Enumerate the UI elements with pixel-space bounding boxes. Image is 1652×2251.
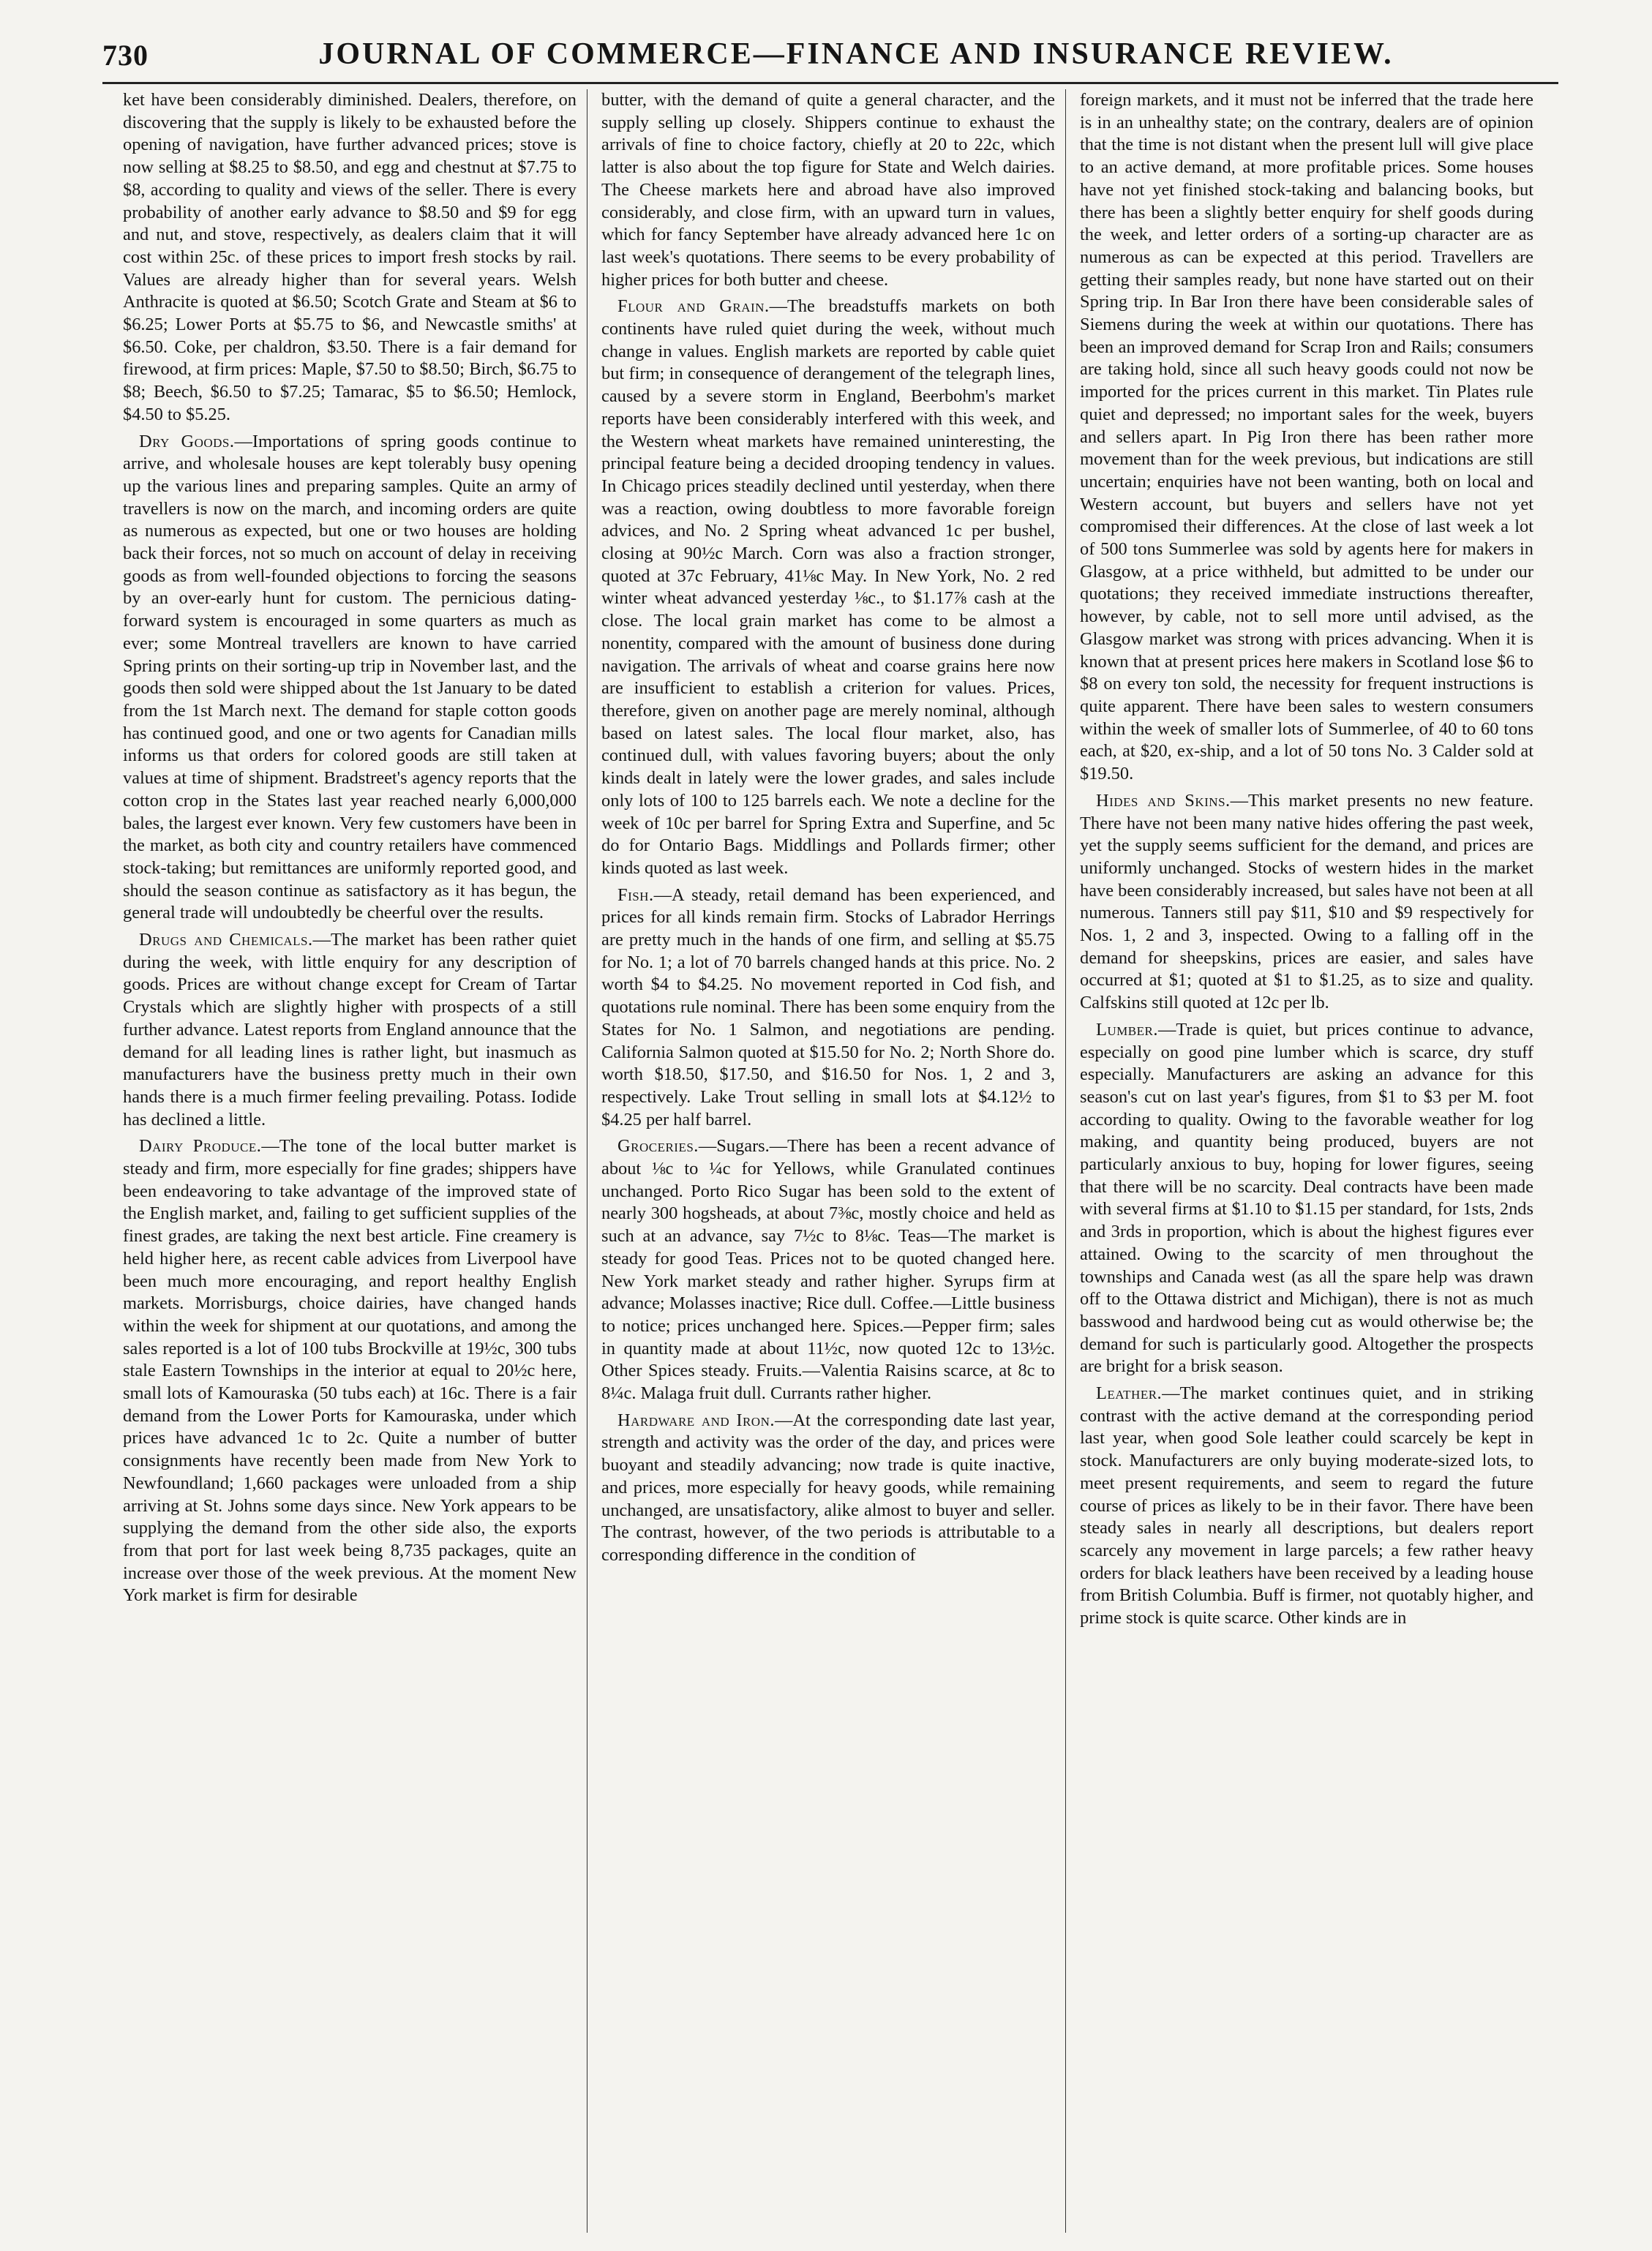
section-heading: Dry Goods. [139,431,235,451]
article-paragraph [123,431,577,925]
journal-title: JOURNAL OF COMMERCE—FINANCE AND INSURANCE REVIEW. [318,37,1394,71]
section-heading: Flour and Grain. [617,296,770,317]
page-number: 730 [102,39,149,72]
section-heading: Hardware and Iron. [617,1410,775,1430]
paragraph-text: butter, with the demand of quite a general character, and the supply selling up closely. Shippers continue to exhaust the arrivals of fine to choice factory, chiefly at 20 to 22c, which latter is also about the top figure for State and Welch dairies. The Cheese markets here and abroad have also improved considerably, and close firm, with an upward turn in values, which for fancy September have already advanced here 1c on last week's quotations. There seems to be every probability of higher prices for both butter and cheese. [601,90,1055,290]
article-paragraph [1080,790,1533,1015]
section-heading: Drugs and Chemicals. [139,930,313,950]
section-heading: Hides and Skins. [1096,790,1231,811]
section-heading: Dairy Produce. [139,1136,262,1157]
article-paragraph [123,929,577,1131]
paragraph-text: —At the corresponding date last year, strength and activity was the order of the day, and prices were buoyant and steadily advancing; now trade is quite inactive, and prices, more especially for heavy goods, while remaining unchanged, are unsatisfactory, alike almost to buyer and seller. The contrast, however, of the two periods is attributable to a corresponding difference in the condition of [601,1410,1055,1565]
section-heading: Leather. [1096,1383,1163,1404]
paragraph-text: —Trade is quiet, but prices continue to advance, especially on good pine lumber which is scarce, dry stuff especially. Manufacturers are asking an advance for this season's cut on last year's figures, from $1 to $3 per M. foot according to quality. Owing to the favorable weather for log making, and quantity being produced, buyers are not particularly anxious to buy, hoping for lower figures, seeing that there will be no scarcity. Deal contracts have been made with several firms at $1.10 to $1.15 per standard, for 1sts, 2nds and 3rds in proportion, which is about the highest figures ever attained. Owing to the scarcity of men throughout the townships and Canada west (as all the spare help was drawn off to the Ottawa district and Michigan), there is not as much basswood and hardwood being cut as would otherwise be; the demand for such is particularly good. Altogether the prospects are bright for a brisk season. [1080,1019,1533,1377]
article-paragraph [1080,1383,1533,1630]
paragraph-text: foreign markets, and it must not be inferred that the trade here is in an unhealthy state; on the contrary, dealers are of opinion that the time is not distant when the present lull will give place to an active demand, at more profitable prices. Some houses have not yet finished stock-taking and balancing books, but there has been a slightly better enquiry for shelf goods during the week, and letter orders of a sorting-up character are as numerous as can be expected at this period. Travellers are getting their samples ready, but none have started out on their Spring trip. In Bar Iron there have been considerable sales of Siemens during the week at within our quotations. There has been an improved demand for Scrap Iron and Rails; consumers are taking hold, since all such heavy goods could not now be imported for the prices current in this market. Tin Plates rule quiet and depressed; no important sales for the week, buyers and sellers apart. In Pig Iron there has been rather more movement than for the week previous, but indications are still uncertain; enquiries have not been wanting, both on local and Western account, but buyers and sellers have not yet compromised their differences. At the close of last week a lot of 500 tons Summerlee was sold by agents here for makers in Glasgow, at a price withheld, but admitted to be under our quotations; they received immediate instructions thereafter, however, by cable, not to sell more until advised, as the Glasgow market was strong with prices advancing. When it is known that at present prices here makers in Scotland lose $6 to $8 on every ton sold, the necessity for frequent instructions is quite apparent. There have been sales to western consumers within the week of smaller lots of Summerlee, of 40 to 60 tons each, at $20, ex-ship, and a lot of 50 tons No. 3 Calder sold at $19.50. [1080,90,1533,784]
article-paragraph [601,1135,1055,1405]
paragraph-text: —The market has been rather quiet during the week, with little enquiry for any description of goods. Prices are without change except for Cream of Tartar Crystals which are slightly higher with prospects of a still further advance. Latest reports from England announce that the demand for all leading lines is rather light, but inasmuch as manufacturers have the business pretty much in their own hands there is a much firmer feeling prevailing. Potass. Iodide has declined a little. [123,930,577,1130]
section-heading: Lumber. [1096,1019,1158,1040]
page-header [102,29,1558,84]
paragraph-text: —This market presents no new feature. There have not been many native hides offering the past week, yet the supply seems sufficient for the demand, and prices are uniformly unchanged. Stocks of western hides in the market have been considerably increased, but sales have not been at all numerous. Tanners still pay $11, $10 and $9 respectively for Nos. 1, 2 and 3, inspected. Owing to a falling off in the demand for sheepskins, prices are easier, and sales have occurred at $1; quoted at $1 to $1.25, as to size and quality. Calfskins still quoted at 12c per lb. [1080,790,1533,1013]
paragraph-text: ket have been considerably diminished. Dealers, therefore, on discovering that the supply is likely to be exhausted before the opening of navigation, have further advanced prices; stove is now selling at $8.25 to $8.50, and egg and chestnut at $7.75 to $8, according to quality and views of the seller. There is every probability of another early advance to $8.50 and $9 for egg and nut, and stove, respectively, as dealers claim that it will cost within 25c. of these prices to import fresh stocks by rail. Values are already higher than for several years. Welsh Anthracite is quoted at $6.50; Scotch Grate and Steam at $6 to $6.25; Lower Ports at $5.75 to $6, and Newcastle smiths' at $6.50. Coke, per chaldron, $3.50. There is a fair demand for firewood, at firm prices: Maple, $7.50 to $8.50; Birch, $6.75 to $8; Beech, $6.50 to $7.25; Tamarac, $5 to $6.50; Hemlock, $4.50 to $5.25. [123,90,577,424]
section-heading: Fish. [617,884,654,905]
section-heading: Groceries. [617,1136,699,1157]
article-paragraph [601,296,1055,879]
continued-paragraph [601,89,1055,291]
article-paragraph [1080,1019,1533,1378]
paragraph-text: —The tone of the local butter market is steady and firm, more especially for fine grades; shippers have been endeavoring to take advantage of the improved state of the English market, and, failing to get sufficient supplies of the finest grades, are taking the next best article. Fine creamery is held higher here, as recent cable advices from Liverpool have been much more encouraging, and report healthy English markets. Morrisburgs, choice dairies, have changed hands within the week for shipment at our quotations, and among the sales reported is a lot of 100 tubs Brockville at 19½c, 300 tubs stale Eastern Townships in the interior at equal to 20½c here, small lots of Kamouraska (50 tubs each) at 16c. There is a fair demand from the Lower Ports for Kamouraska, under which prices have advanced 1c to 2c. Quite a number of butter consignments have recently been made from New York to Newfoundland; 1,660 packages were unloaded from a ship arriving at St. Johns some days since. New York appears to be supplying the demand from the other side also, the exports from that port for last week being 8,735 packages, quite an increase over those of the week previous. At the moment New York market is firm for desirable [123,1136,577,1606]
article-paragraph [601,1410,1055,1567]
paragraph-text: —Importations of spring goods continue to arrive, and wholesale houses are kept tolerably busy opening up the various lines and preparing samples. Quite an army of travellers is now on the march, and incoming orders are quite as numerous as expected, but one or two houses are holding back their forces, not so much on account of delay in receiving goods as from well-founded objections to forcing the seasons by an over-early hunt for custom. The pernicious dating-forward system is encouraged in some quarters as much as ever; some Montreal travellers are known to have carried Spring prints on their sorting-up trip in November last, and the goods then sold were shipped about the 1st January to be dated from the 1st March next. The demand for staple cotton goods has continued good, and one or two agents for Canadian mills informs us that orders for colored goods are still taken at values at time of shipment. Bradstreet's agency reports that the cotton crop in the States last year reached nearly 6,000,000 bales, the largest ever known. Very few customers have been in the market, as both city and country retailers have commenced stock-taking; but remittances are uniformly reported good, and should the season continue as satisfactory as it has begun, the general trade will undoubtedly be cheerful over the results. [123,431,577,923]
text-column-1 [123,89,577,2233]
article-paragraph [601,884,1055,1132]
paragraph-text: —The market continues quiet, and in striking contrast with the active demand at the corresponding period last year, when good Sole leather could scarcely be kept in stock. Manufacturers are only buying moderate-sized lots, to meet present requirements, and seem to regard the future course of prices as likely to be in their favor. There have been steady sales in nearly all descriptions, but dealers report scarcely any movement in large parcels; a few rather heavy orders for black leathers have been received by a leading house from British Columbia. Buff is firmer, not quotably higher, and prime stock is quite scarce. Other kinds are in [1080,1383,1533,1628]
continued-paragraph [1080,89,1533,786]
paragraph-text: —A steady, retail demand has been experienced, and prices for all kinds remain firm. Stocks of Labrador Herrings are pretty much in the hands of one firm, and selling at $5.75 for No. 1; a lot of 70 barrels changed hands at this price. No. 2 worth $4 to $4.25. No movement reported in Cod fish, and quotations rule nominal. There has been some enquiry from the States for No. 1 Salmon, and negotiations are pending. California Salmon quoted at $15.50 for No. 2; North Shore do. worth $18.50, $17.50, and $16.50 for Nos. 1, 2 and 3, respectively. Lake Trout selling in small lots at $4.12½ to $4.25 per half barrel. [601,884,1055,1130]
continued-paragraph [123,89,577,426]
paragraph-text: —Sugars.—There has been a recent advance of about ⅛c to ¼c for Yellows, while Granulated continues unchanged. Porto Rico Sugar has been sold to the extent of nearly 300 hogsheads, at about 7⅜c, mostly choice and held as such at an advance, say 7½c to 8⅛c. Teas—The market is steady for good Teas. Prices not to be quoted changed here. New York market steady and rather higher. Syrups firm at advance; Molasses inactive; Rice dull. Coffee.—Little business to notice; prices unchanged here. Spices.—Pepper firm; sales in quantity made at about 11½c, now quoted 12c to 13½c. Other Spices steady. Fruits.—Valentia Raisins scarce, at 8c to 8¼c. Malaga fruit dull. Currants rather higher. [601,1136,1055,1404]
column-rule [1065,89,1066,2233]
text-column-3 [1080,89,1533,2233]
paragraph-text: —The breadstuffs markets on both continents have ruled quiet during the week, without much change in values. English markets are reported by cable quiet but firm; in consequence of derangement of the telegraph lines, caused by a severe storm in England, Beerbohm's market reports have been considerably interfered with this week, and the Western wheat markets have remained uninteresting, the principal feature being a decided drooping tendency in values. In Chicago prices steadily declined until yesterday, when there was a reaction, owing doubtless to more favorable foreign advices, and No. 2 Spring wheat advanced 1c per bushel, closing at 90½c March. Corn was also a fraction stronger, quoted at 37c February, 41⅛c May. In New York, No. 2 red winter wheat advanced yesterday ⅛c., to $1.17⅞ cash at the close. The local grain market has come to be almost a nonentity, compared with the amount of business done during navigation. The arrivals of wheat and coarse grains here now are insufficient to establish a criterion for values. Prices, therefore, given on another page are merely nominal, although based on latest sales. The local flour market, also, has continued dull, with values favoring buyers; about the only kinds dealt in lately were the lower grades, and sales include only lots of 100 to 125 barrels each. We note a decline for the week of 10c per barrel for Spring Extra and Superfine, and 5c do for Ontario Bags. Middlings and Pollards firmer; other kinds quoted as last week. [601,296,1055,878]
text-column-2 [601,89,1055,2233]
article-paragraph [123,1135,577,1607]
